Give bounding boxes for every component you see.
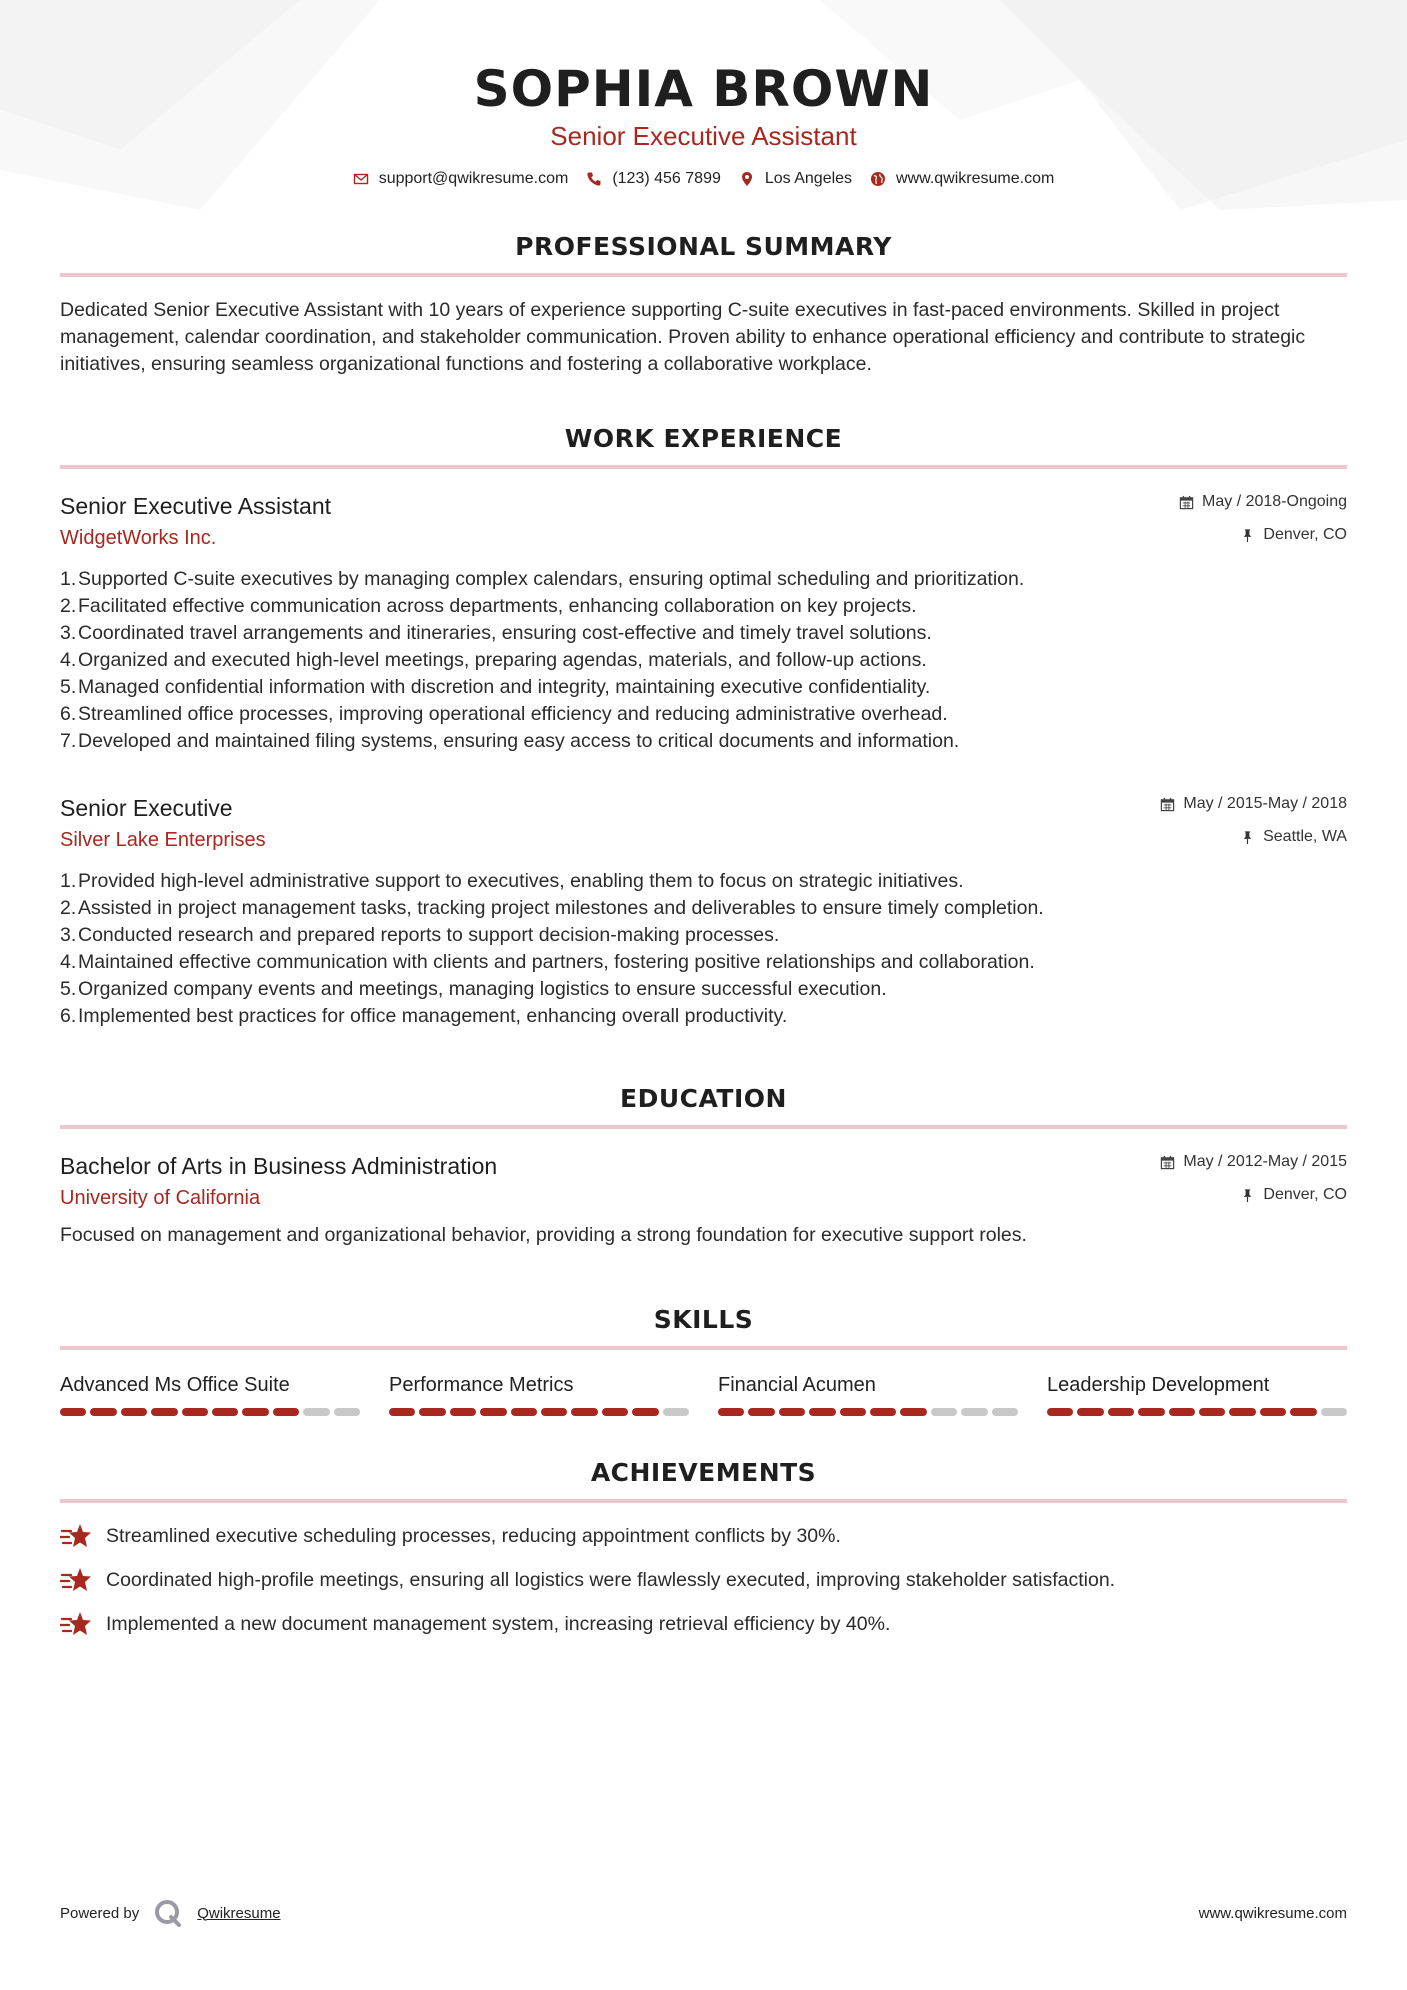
footer-website[interactable]: www.qwikresume.com: [1198, 1904, 1347, 1922]
contact-website-text: www.qwikresume.com: [896, 170, 1055, 187]
footer: [60, 1898, 1347, 1928]
job-role: Senior Executive: [60, 795, 233, 821]
globe-icon: [870, 171, 886, 187]
contact-phone[interactable]: [586, 170, 721, 188]
list-item: 1. Provided high-level administrative support to executives, enabling them to focus on strategic initiatives.: [60, 870, 964, 892]
skill-level-segment: [334, 1408, 360, 1416]
pin-icon: [1240, 830, 1255, 845]
skills-heading: SKILLS: [60, 1305, 1347, 1350]
job-bullets: [60, 868, 1347, 1030]
skill-level-segment: [151, 1408, 177, 1416]
skill-item: [389, 1372, 689, 1416]
contact-website[interactable]: [870, 170, 1054, 188]
skill-level-segment: [840, 1408, 866, 1416]
summary-heading: PROFESSIONAL SUMMARY: [60, 232, 1347, 277]
resume-header: [60, 0, 1347, 188]
skill-level-segment: [809, 1408, 835, 1416]
powered-by: [60, 1898, 281, 1928]
skill-level-segment: [931, 1408, 957, 1416]
achievement-text: Coordinated high-profile meetings, ensuring all logistics were flawlessly executed, improving stakeholder satisfaction.: [106, 1568, 1116, 1591]
job-meta: [1179, 491, 1347, 546]
shooting-star-icon: [60, 1566, 92, 1594]
skill-level-segment: [1138, 1408, 1164, 1416]
list-item: 4. Organized and executed high-level meetings, preparing agendas, materials, and follow-up actions.: [60, 649, 927, 671]
skill-level-segment: [1047, 1408, 1073, 1416]
job-entry: [60, 793, 1347, 1030]
phone-icon: [586, 171, 602, 187]
skill-level-segment: [1290, 1408, 1316, 1416]
skill-level-segment: [900, 1408, 926, 1416]
contact-phone-text: (123) 456 7899: [612, 170, 721, 187]
achievement-item: [60, 1521, 1347, 1551]
job-location: Seattle, WA: [1263, 828, 1347, 845]
job-location: Denver, CO: [1263, 526, 1347, 543]
skill-level-segment: [870, 1408, 896, 1416]
envelope-icon: [353, 171, 369, 187]
skill-item: [718, 1372, 1018, 1416]
skill-level-segment: [60, 1408, 86, 1416]
skill-level-bar: [1047, 1408, 1347, 1416]
degree-title: Bachelor of Arts in Business Administration: [60, 1153, 498, 1179]
contact-location-text: Los Angeles: [764, 170, 853, 187]
list-item: 1. Supported C-suite executives by managing complex calendars, ensuring optimal scheduling and prioritization.: [60, 568, 1025, 590]
summary-text: Dedicated Senior Executive Assistant with 10 years of experience supporting C-suite executives in fast-paced environments. Skilled in project management, calendar coordination, and stakeholder communication. Proven ability to enhance operational efficiency and contribute to strategic initiatives, ensuring seamless organizational functions and fostering a collaborative workplace.: [60, 299, 1306, 375]
list-item: 7. Developed and maintained filing systems, ensuring easy access to critical documents and information.: [60, 730, 960, 752]
education-description: Focused on management and organizational behavior, providing a strong foundation for executive support roles.: [60, 1224, 1027, 1246]
skill-level-segment: [1199, 1408, 1225, 1416]
school-name: University of California: [60, 1187, 261, 1209]
list-item: 6. Streamlined office processes, improving operational efficiency and reducing administrative overhead.: [60, 703, 948, 725]
powered-by-label: Powered by: [60, 1904, 140, 1922]
education-entry: [60, 1151, 1347, 1247]
job-dates: May / 2015-May / 2018: [1183, 795, 1347, 812]
list-item: 4. Maintained effective communication with clients and partners, fostering positive relationships and collaboration.: [60, 951, 1035, 973]
skill-level-segment: [571, 1408, 597, 1416]
skill-level-segment: [1108, 1408, 1134, 1416]
achievement-text: Streamlined executive scheduling processes, reducing appointment conflicts by 30%.: [106, 1524, 841, 1547]
skill-item: [60, 1372, 360, 1416]
skill-level-segment: [511, 1408, 537, 1416]
skill-level-segment: [212, 1408, 238, 1416]
achievement-item: [60, 1609, 1347, 1639]
list-item: 5. Managed confidential information with discretion and integrity, maintaining executive confidentiality.: [60, 676, 931, 698]
skill-item: [1047, 1372, 1347, 1416]
job-meta: [1160, 793, 1347, 848]
job-company: Silver Lake Enterprises: [60, 829, 266, 851]
skill-level-segment: [182, 1408, 208, 1416]
contact-bar: [60, 170, 1347, 188]
work-experience-heading: WORK EXPERIENCE: [60, 424, 1347, 469]
skill-level-segment: [663, 1408, 689, 1416]
skill-level-segment: [90, 1408, 116, 1416]
skill-level-segment: [632, 1408, 658, 1416]
education-heading: EDUCATION: [60, 1084, 1347, 1129]
skill-level-segment: [541, 1408, 567, 1416]
skill-level-segment: [419, 1408, 445, 1416]
skill-level-bar: [389, 1408, 689, 1416]
candidate-title: Senior Executive Assistant: [550, 121, 857, 151]
job-dates: May / 2018-Ongoing: [1202, 493, 1347, 510]
skill-name: Financial Acumen: [718, 1374, 876, 1396]
achievements-heading: ACHIEVEMENTS: [60, 1458, 1347, 1503]
skill-level-segment: [1260, 1408, 1286, 1416]
calendar-icon: [1160, 797, 1175, 812]
skill-level-segment: [748, 1408, 774, 1416]
skills-list: [60, 1372, 1347, 1416]
skill-level-segment: [389, 1408, 415, 1416]
contact-email-text: support@qwikresume.com: [378, 170, 569, 187]
skill-level-segment: [1077, 1408, 1103, 1416]
list-item: 5. Organized company events and meetings, managing logistics to ensure successful execution.: [60, 978, 887, 1000]
list-item: 2. Facilitated effective communication across departments, enhancing collaboration on key projects.: [60, 595, 917, 617]
list-item: 2. Assisted in project management tasks, tracking project milestones and deliverables to ensure timely completion.: [60, 897, 1044, 919]
candidate-name: SOPHIA BROWN: [473, 60, 934, 118]
calendar-icon: [1179, 495, 1194, 510]
skill-level-bar: [60, 1408, 360, 1416]
skill-level-segment: [480, 1408, 506, 1416]
skill-level-segment: [450, 1408, 476, 1416]
qwikresume-logo-icon: [153, 1898, 183, 1928]
calendar-icon: [1160, 1155, 1175, 1170]
contact-email[interactable]: [353, 170, 569, 188]
shooting-star-icon: [60, 1610, 92, 1638]
skill-level-segment: [303, 1408, 329, 1416]
achievement-text: Implemented a new document management system, increasing retrieval efficiency by 40%.: [106, 1612, 891, 1635]
list-item: 6. Implemented best practices for office management, enhancing overall productivity.: [60, 1005, 788, 1027]
skill-level-segment: [992, 1408, 1018, 1416]
skill-level-segment: [242, 1408, 268, 1416]
skill-level-segment: [121, 1408, 147, 1416]
skill-level-segment: [1321, 1408, 1347, 1416]
skill-level-segment: [718, 1408, 744, 1416]
skill-level-bar: [718, 1408, 1018, 1416]
skill-level-segment: [779, 1408, 805, 1416]
skill-level-segment: [1169, 1408, 1195, 1416]
skill-level-segment: [273, 1408, 299, 1416]
contact-location: [739, 170, 852, 188]
shooting-star-icon: [60, 1522, 92, 1550]
skill-level-segment: [1229, 1408, 1255, 1416]
skill-name: Leadership Development: [1047, 1374, 1270, 1396]
pin-icon: [1240, 1188, 1255, 1203]
job-bullets: [60, 566, 1347, 755]
education-dates: May / 2012-May / 2015: [1183, 1153, 1347, 1170]
achievements-list: [60, 1521, 1347, 1639]
job-role: Senior Executive Assistant: [60, 493, 332, 519]
job-entry: [60, 491, 1347, 755]
job-company: WidgetWorks Inc.: [60, 527, 217, 549]
skill-level-segment: [961, 1408, 987, 1416]
pin-icon: [1240, 528, 1255, 543]
list-item: 3. Conducted research and prepared reports to support decision-making processes.: [60, 924, 780, 946]
education-meta: [1160, 1151, 1347, 1206]
education-location: Denver, CO: [1263, 1186, 1347, 1203]
skill-name: Performance Metrics: [389, 1374, 574, 1396]
list-item: 3. Coordinated travel arrangements and itineraries, ensuring cost-effective and timely travel solutions.: [60, 622, 932, 644]
achievement-item: [60, 1565, 1347, 1595]
map-marker-icon: [739, 171, 755, 187]
skill-name: Advanced Ms Office Suite: [60, 1374, 290, 1396]
qwikresume-link[interactable]: Qwikresume: [197, 1904, 281, 1922]
skill-level-segment: [602, 1408, 628, 1416]
